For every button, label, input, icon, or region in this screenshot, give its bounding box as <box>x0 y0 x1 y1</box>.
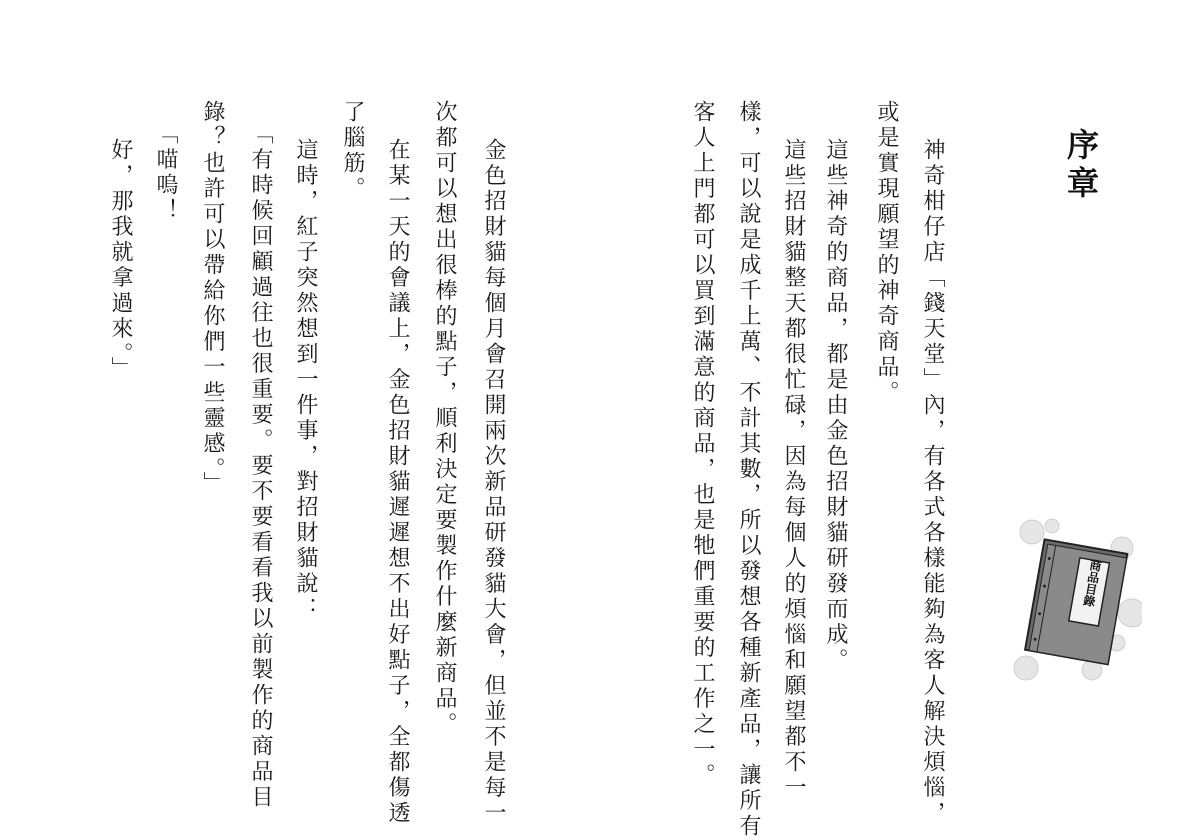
text-line-10: 了腦筋。 <box>340 100 365 202</box>
text-line-5: 樣，可以說是成千上萬、不計其數，所以發想各種新產品，讓所有 <box>736 100 761 840</box>
catalog-book-label: 商品目錄 <box>1080 558 1103 608</box>
text-line-9: 在某一天的會議上，金色招財貓遲遲想不出好點子，全都傷透 <box>385 138 410 827</box>
text-line-3: 這些神奇的商品，都是由金色招財貓研發而成。 <box>823 138 848 674</box>
text-line-2: 或是實現願望的神奇商品。 <box>874 100 899 406</box>
text-line-8: 次都可以想出很棒的點子，順利決定要製作什麼新商品。 <box>432 100 457 738</box>
text-line-12: 「有時候回顧過往也很重要。要不要看看我以前製作的商品目 <box>248 122 273 811</box>
text-line-1: 神奇柑仔店「錢天堂」內，有各式各樣能夠為客人解決煩惱， <box>920 138 945 827</box>
text-line-6: 客人上門都可以買到滿意的商品，也是牠們重要的工作之一。 <box>690 100 715 789</box>
text-line-15: 好，那我就拿過來。」 <box>108 138 133 382</box>
chapter-title: 序章 <box>1062 128 1100 204</box>
text-line-13: 錄？也許可以帶給你們一些靈感。」 <box>200 100 225 497</box>
text-line-14: 「喵嗚！ <box>153 122 178 224</box>
text-line-7: 金色招財貓每個月會召開兩次新品研發貓大會，但並不是每一 <box>481 138 506 827</box>
text-line-11: 這時，紅子突然想到一件事，對招財貓說： <box>293 138 318 623</box>
text-line-4: 這些招財貓整天都很忙碌，因為每個人的煩惱和願望都不一 <box>781 138 806 801</box>
